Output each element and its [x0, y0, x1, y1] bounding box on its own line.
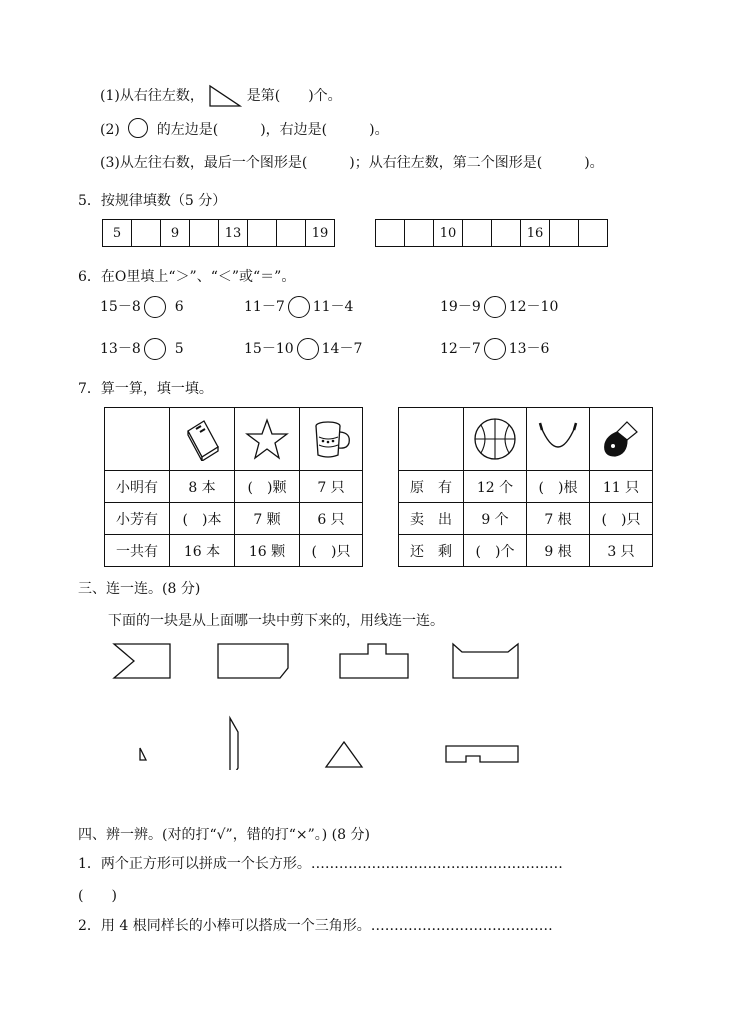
seq1-cell[interactable] [248, 220, 277, 247]
compare-left: 19－9 [440, 299, 481, 315]
table-cell[interactable]: ( )颗 [235, 471, 300, 503]
q5-title: 5．按规律填数（5 分） [78, 193, 227, 209]
table-cell: 7 根 [527, 503, 590, 535]
seq2-cell[interactable] [463, 220, 492, 247]
q4-line2 [100, 118, 389, 139]
seq2-cell[interactable] [550, 220, 579, 247]
piece-small-triangle[interactable] [140, 748, 146, 760]
row-label: 小明有 [105, 471, 170, 503]
right-triangle-icon [208, 84, 242, 108]
compare-right: 6 [174, 299, 184, 315]
cup-icon [300, 408, 363, 471]
q5-sequence-row2 [375, 219, 608, 247]
row-label: 还 剩 [399, 535, 464, 567]
table-cell[interactable]: ( )只 [300, 535, 363, 567]
q4-line2-pre: (2) [100, 122, 120, 138]
seq1-cell[interactable] [277, 220, 306, 247]
judge-answer-box[interactable]: ( ) [78, 888, 117, 904]
piece-notched-strip[interactable] [446, 746, 518, 762]
compare-item [244, 296, 353, 318]
table-cell: 8 本 [170, 471, 235, 503]
table-cell: 16 颗 [235, 535, 300, 567]
compare-item [440, 296, 558, 318]
seq1-cell: 19 [306, 220, 335, 247]
matching-shapes [110, 640, 540, 770]
q7-table-right [398, 407, 653, 567]
compare-left: 15－8 [100, 299, 141, 315]
table-corner [399, 408, 464, 471]
compare-left: 15－10 [244, 341, 294, 357]
top-shape-1[interactable] [114, 644, 170, 678]
q4-line1-pre: (1)从右往左数， [100, 88, 204, 104]
table-cell: 9 个 [464, 503, 527, 535]
compare-item [244, 338, 362, 360]
table-cell: 3 只 [590, 535, 653, 567]
q7-title: 7．算一算，填一填。 [78, 381, 213, 397]
seq2-cell[interactable] [405, 220, 434, 247]
seq1-cell: 9 [161, 220, 190, 247]
q5-sequence-row1 [102, 219, 335, 247]
table-cell[interactable]: ( )本 [170, 503, 235, 535]
piece-trapezoid[interactable] [230, 718, 238, 770]
judge-item-2 [78, 915, 553, 935]
section4-title: 四、辨一辨。(对的打“√”，错的打“×”。) (8 分) [78, 827, 370, 843]
table-cell[interactable]: ( )只 [590, 503, 653, 535]
top-shape-3[interactable] [340, 644, 408, 678]
compare-right: 12－10 [508, 299, 559, 315]
q4-line1 [100, 84, 342, 108]
compare-circle[interactable] [144, 338, 166, 360]
compare-circle[interactable] [297, 338, 319, 360]
circle-icon [128, 118, 148, 138]
section3-title: 三、连一连。(8 分) [78, 581, 201, 597]
star-icon [235, 408, 300, 471]
table-cell: 9 根 [527, 535, 590, 567]
compare-item [100, 338, 184, 360]
compare-right: 13－6 [508, 341, 550, 357]
table-cell: 7 只 [300, 471, 363, 503]
compare-right: 14－7 [321, 341, 363, 357]
seq2-cell[interactable] [492, 220, 521, 247]
basketball-icon [464, 408, 527, 471]
compare-item [440, 338, 549, 360]
seq1-cell: 5 [103, 220, 132, 247]
compare-item [100, 296, 184, 318]
judge-item-1 [78, 853, 563, 873]
table-cell: 6 只 [300, 503, 363, 535]
table-cell: 11 只 [590, 471, 653, 503]
seq1-cell[interactable] [190, 220, 219, 247]
top-shape-4[interactable] [453, 644, 518, 678]
q7-table-left [104, 407, 363, 567]
book-icon [170, 408, 235, 471]
top-shape-2[interactable] [218, 644, 288, 678]
row-label: 原 有 [399, 471, 464, 503]
compare-circle[interactable] [484, 338, 506, 360]
seq1-cell[interactable] [132, 220, 161, 247]
row-label: 卖 出 [399, 503, 464, 535]
judge-item-text: 1．两个正方形可以拼成一个长方形。 [78, 856, 311, 872]
seq1-cell: 13 [219, 220, 248, 247]
seq2-cell[interactable] [376, 220, 405, 247]
compare-left: 11－7 [244, 299, 285, 315]
table-cell: 16 本 [170, 535, 235, 567]
table-cell[interactable]: ( )根 [527, 471, 590, 503]
shuttlecock-icon [590, 408, 653, 471]
judge-item-dots: ……………………………………………… [310, 856, 563, 872]
compare-circle[interactable] [144, 296, 166, 318]
compare-left: 12－7 [440, 341, 481, 357]
table-cell: 12 个 [464, 471, 527, 503]
q6-title: 6．在O里填上“＞”、“＜”或“＝”。 [78, 269, 296, 285]
judge-item-text: 2．用 4 根同样长的小棒可以搭成一个三角形。 [78, 918, 371, 934]
q4-line3: (3)从左往右数，最后一个图形是( )；从右往左数，第二个图形是( )。 [100, 155, 604, 171]
q4-line2-post: 的左边是( )，右边是( )。 [156, 122, 389, 138]
seq2-cell: 16 [521, 220, 550, 247]
jump-rope-icon [527, 408, 590, 471]
q4-line1-post: 是第( )个。 [246, 88, 342, 104]
compare-left: 13－8 [100, 341, 141, 357]
table-cell: 7 颗 [235, 503, 300, 535]
seq2-cell[interactable] [579, 220, 608, 247]
compare-right: 5 [174, 341, 184, 357]
section3-instruction: 下面的一块是从上面哪一块中剪下来的，用线连一连。 [108, 613, 444, 629]
judge-item-dots: ………………………………… [370, 918, 553, 934]
compare-right: 11－4 [312, 299, 354, 315]
seq2-cell: 10 [434, 220, 463, 247]
compare-circle[interactable] [288, 296, 310, 318]
compare-circle[interactable] [484, 296, 506, 318]
piece-triangle[interactable] [326, 742, 362, 767]
row-label: 小芳有 [105, 503, 170, 535]
table-cell[interactable]: ( )个 [464, 535, 527, 567]
row-label: 一共有 [105, 535, 170, 567]
table-corner [105, 408, 170, 471]
